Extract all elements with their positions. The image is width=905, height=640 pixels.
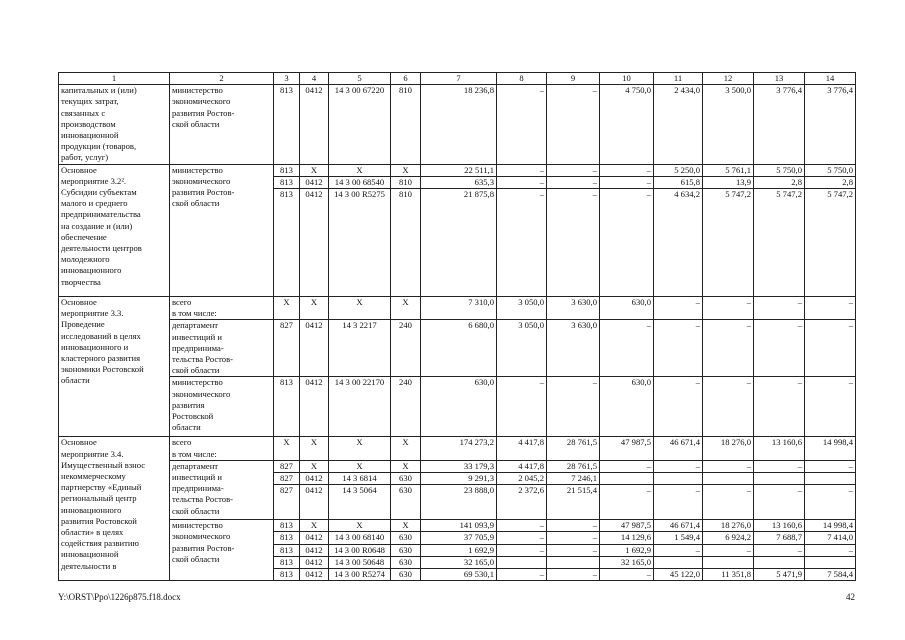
year-2015-cell: 3 630,0: [547, 320, 600, 377]
executor-cell: министерство экономического развития Ростов- ской области: [170, 85, 274, 164]
target-article-cell: 14 3 00 22170: [329, 377, 391, 437]
expense-type-cell: 810: [391, 176, 421, 188]
year-2018-cell: [703, 473, 754, 485]
year-2020-cell: –: [805, 320, 856, 377]
expense-type-cell: X: [391, 460, 421, 472]
year-2018-cell: –: [703, 297, 754, 320]
total-amount-cell: 635,3: [421, 176, 497, 188]
column-number-2: 2: [170, 73, 274, 85]
target-article-cell: 14 3 2217: [329, 320, 391, 377]
ministry-code-cell: 827: [274, 320, 300, 377]
year-2020-cell: –: [805, 485, 856, 520]
year-2017-cell: 4 634,2: [654, 189, 703, 297]
year-2018-cell: 3 500,0: [703, 85, 754, 164]
total-amount-cell: 6 680,0: [421, 320, 497, 377]
year-2019-cell: 5 747,2: [754, 189, 805, 297]
year-2019-cell: 13 160,6: [754, 520, 805, 532]
year-2016-cell: 47 987,5: [600, 520, 654, 532]
executor-cell: департамент инвестиций и предпринима- тельства Ростов- ской области: [170, 460, 274, 519]
ministry-code-cell: X: [274, 437, 300, 460]
year-2015-cell: –: [547, 520, 600, 532]
ministry-code-cell: 813: [274, 176, 300, 188]
year-2017-cell: –: [654, 377, 703, 437]
year-2016-cell: 4 750,0: [600, 85, 654, 164]
column-number-10: 10: [600, 73, 654, 85]
year-2015-cell: 28 761,5: [547, 460, 600, 472]
year-2016-cell: 32 165,0: [600, 556, 654, 568]
column-number-1: 1: [59, 73, 170, 85]
year-2019-cell: –: [754, 460, 805, 472]
year-2015-cell: 21 515,4: [547, 485, 600, 520]
year-2016-cell: –: [600, 485, 654, 520]
section-code-cell: 0412: [300, 532, 329, 544]
expense-type-cell: 240: [391, 320, 421, 377]
year-2014-cell: –: [497, 85, 547, 164]
year-2014-cell: –: [497, 544, 547, 556]
year-2020-cell: –: [805, 297, 856, 320]
year-2019-cell: 3 776,4: [754, 85, 805, 164]
page-footer: [58, 591, 855, 603]
total-amount-cell: 141 093,9: [421, 520, 497, 532]
target-article-cell: 14 3 00 R0648: [329, 544, 391, 556]
column-number-13: 13: [754, 73, 805, 85]
year-2019-cell: 5 471,9: [754, 569, 805, 581]
year-2014-cell: 2 045,2: [497, 473, 547, 485]
column-number-14: 14: [805, 73, 856, 85]
year-2019-cell: –: [754, 544, 805, 556]
section-code-cell: 0412: [300, 189, 329, 297]
year-2015-cell: –: [547, 532, 600, 544]
year-2017-cell: –: [654, 544, 703, 556]
target-article-cell: 14 3 5064: [329, 485, 391, 520]
year-2018-cell: –: [703, 460, 754, 472]
expense-type-cell: 810: [391, 85, 421, 164]
section-code-cell: 0412: [300, 377, 329, 437]
section-code-cell: 0412: [300, 569, 329, 581]
expense-type-cell: 630: [391, 532, 421, 544]
column-number-4: 4: [300, 73, 329, 85]
year-2017-cell: 46 671,4: [654, 520, 703, 532]
section-code-cell: X: [300, 460, 329, 472]
target-article-cell: X: [329, 164, 391, 176]
column-number-3: 3: [274, 73, 300, 85]
year-2014-cell: 4 417,8: [497, 460, 547, 472]
total-amount-cell: 174 273,2: [421, 437, 497, 460]
year-2017-cell: –: [654, 460, 703, 472]
year-2017-cell: 2 434,0: [654, 85, 703, 164]
year-2020-cell: –: [805, 544, 856, 556]
year-2017-cell: 615,8: [654, 176, 703, 188]
year-2015-cell: 28 761,5: [547, 437, 600, 460]
header-row: [59, 73, 856, 85]
expense-type-cell: X: [391, 164, 421, 176]
year-2019-cell: –: [754, 320, 805, 377]
table-row: [59, 85, 856, 164]
year-2020-cell: 5 750,0: [805, 164, 856, 176]
section-code-cell: X: [300, 297, 329, 320]
ministry-code-cell: 813: [274, 189, 300, 297]
expense-type-cell: 630: [391, 544, 421, 556]
page-number: 42: [846, 592, 855, 602]
section-code-cell: 0412: [300, 176, 329, 188]
ministry-code-cell: 813: [274, 544, 300, 556]
year-2014-cell: –: [497, 520, 547, 532]
section-code-cell: 0412: [300, 320, 329, 377]
total-amount-cell: 18 236,8: [421, 85, 497, 164]
measure-name-cell: Основное мероприятие 3.4. Имущественный взнос некоммерческому партнерству «Единый региональный центр инновационного развития Ростовской области» в целях содействия развитию инновационной деятельности в: [59, 437, 170, 581]
column-number-7: 7: [421, 73, 497, 85]
target-article-cell: 14 3 00 67220: [329, 85, 391, 164]
year-2019-cell: 7 688,7: [754, 532, 805, 544]
section-code-cell: X: [300, 164, 329, 176]
executor-cell: департамент инвестиций и предпринима- тельства Ростов- ской области: [170, 320, 274, 377]
year-2017-cell: –: [654, 297, 703, 320]
year-2018-cell: –: [703, 544, 754, 556]
year-2015-cell: –: [547, 164, 600, 176]
year-2020-cell: 5 747,2: [805, 189, 856, 297]
year-2019-cell: 2,8: [754, 176, 805, 188]
ministry-code-cell: 827: [274, 460, 300, 472]
total-amount-cell: 21 875,8: [421, 189, 497, 297]
year-2014-cell: 3 050,0: [497, 297, 547, 320]
total-amount-cell: 22 511,1: [421, 164, 497, 176]
target-article-cell: 14 3 00 50648: [329, 556, 391, 568]
expense-type-cell: 630: [391, 569, 421, 581]
column-number-9: 9: [547, 73, 600, 85]
year-2015-cell: [547, 556, 600, 568]
measure-name-cell: Основное мероприятие 3.3. Проведение исследований в целях инновационного и кластерного развития экономики Ростовской области: [59, 297, 170, 437]
year-2016-cell: –: [600, 164, 654, 176]
target-article-cell: X: [329, 297, 391, 320]
year-2020-cell: 7 584,4: [805, 569, 856, 581]
year-2019-cell: –: [754, 297, 805, 320]
year-2020-cell: [805, 473, 856, 485]
expense-type-cell: 240: [391, 377, 421, 437]
column-number-6: 6: [391, 73, 421, 85]
column-number-8: 8: [497, 73, 547, 85]
year-2016-cell: –: [600, 189, 654, 297]
table-row: [59, 297, 856, 320]
total-amount-cell: 7 310,0: [421, 297, 497, 320]
year-2016-cell: 630,0: [600, 377, 654, 437]
year-2015-cell: –: [547, 544, 600, 556]
executor-cell: всего в том числе:: [170, 437, 274, 460]
section-code-cell: 0412: [300, 473, 329, 485]
expense-type-cell: X: [391, 437, 421, 460]
ministry-code-cell: 813: [274, 532, 300, 544]
budget-table-page: [58, 72, 855, 581]
ministry-code-cell: 813: [274, 520, 300, 532]
table-row: [59, 377, 856, 437]
total-amount-cell: 69 530,1: [421, 569, 497, 581]
year-2016-cell: –: [600, 320, 654, 377]
expense-type-cell: X: [391, 297, 421, 320]
year-2016-cell: 1 692,9: [600, 544, 654, 556]
year-2016-cell: 14 129,6: [600, 532, 654, 544]
year-2020-cell: 2,8: [805, 176, 856, 188]
year-2017-cell: [654, 556, 703, 568]
section-code-cell: 0412: [300, 85, 329, 164]
measure-name-cell: Основное мероприятие 3.2². Субсидии субъектам малого и среднего предпринимательства на создание и (или) обеспечение деятельности центров молодежного инновационного творчества: [59, 164, 170, 296]
year-2015-cell: –: [547, 85, 600, 164]
table-row: [59, 320, 856, 377]
target-article-cell: X: [329, 437, 391, 460]
table-row: [59, 460, 856, 472]
year-2020-cell: 3 776,4: [805, 85, 856, 164]
year-2016-cell: –: [600, 460, 654, 472]
year-2015-cell: –: [547, 176, 600, 188]
column-number-12: 12: [703, 73, 754, 85]
year-2018-cell: –: [703, 320, 754, 377]
budget-table: [58, 72, 856, 581]
total-amount-cell: 37 705,9: [421, 532, 497, 544]
section-code-cell: 0412: [300, 556, 329, 568]
file-path: Y:\ORST\Ppo\1226p875.f18.docx: [58, 592, 181, 602]
year-2014-cell: –: [497, 569, 547, 581]
section-code-cell: 0412: [300, 485, 329, 520]
total-amount-cell: 9 291,3: [421, 473, 497, 485]
year-2018-cell: –: [703, 377, 754, 437]
year-2018-cell: 6 924,2: [703, 532, 754, 544]
executor-cell: министерство экономического развития Ростов- ской области: [170, 520, 274, 581]
expense-type-cell: 630: [391, 473, 421, 485]
column-number-11: 11: [654, 73, 703, 85]
total-amount-cell: 32 165,0: [421, 556, 497, 568]
year-2016-cell: [600, 473, 654, 485]
total-amount-cell: 23 888,0: [421, 485, 497, 520]
year-2020-cell: [805, 556, 856, 568]
year-2018-cell: 5 761,1: [703, 164, 754, 176]
expense-type-cell: 630: [391, 485, 421, 520]
year-2014-cell: 3 050,0: [497, 320, 547, 377]
column-number-5: 5: [329, 73, 391, 85]
year-2020-cell: 14 998,4: [805, 437, 856, 460]
ministry-code-cell: X: [274, 297, 300, 320]
year-2016-cell: 630,0: [600, 297, 654, 320]
section-code-cell: X: [300, 437, 329, 460]
year-2017-cell: 1 549,4: [654, 532, 703, 544]
table-row: [59, 164, 856, 176]
year-2015-cell: 7 246,1: [547, 473, 600, 485]
expense-type-cell: 810: [391, 189, 421, 297]
year-2020-cell: –: [805, 377, 856, 437]
expense-type-cell: 630: [391, 556, 421, 568]
year-2017-cell: [654, 473, 703, 485]
year-2015-cell: 3 630,0: [547, 297, 600, 320]
ministry-code-cell: 813: [274, 377, 300, 437]
year-2017-cell: –: [654, 320, 703, 377]
table-row: [59, 437, 856, 460]
ministry-code-cell: 813: [274, 85, 300, 164]
year-2019-cell: [754, 473, 805, 485]
year-2015-cell: –: [547, 569, 600, 581]
year-2016-cell: –: [600, 176, 654, 188]
year-2017-cell: 46 671,4: [654, 437, 703, 460]
year-2019-cell: –: [754, 485, 805, 520]
year-2014-cell: –: [497, 164, 547, 176]
target-article-cell: 14 3 00 R5275: [329, 189, 391, 297]
year-2018-cell: 18 276,0: [703, 437, 754, 460]
target-article-cell: 14 3 00 R5274: [329, 569, 391, 581]
year-2018-cell: 11 351,8: [703, 569, 754, 581]
section-code-cell: X: [300, 520, 329, 532]
year-2014-cell: –: [497, 377, 547, 437]
year-2016-cell: 47 987,5: [600, 437, 654, 460]
ministry-code-cell: 827: [274, 485, 300, 520]
year-2020-cell: 14 998,4: [805, 520, 856, 532]
section-code-cell: 0412: [300, 544, 329, 556]
year-2014-cell: –: [497, 189, 547, 297]
year-2015-cell: –: [547, 377, 600, 437]
year-2020-cell: 7 414,0: [805, 532, 856, 544]
year-2018-cell: –: [703, 485, 754, 520]
total-amount-cell: 33 179,3: [421, 460, 497, 472]
year-2018-cell: 13,9: [703, 176, 754, 188]
year-2017-cell: –: [654, 485, 703, 520]
target-article-cell: X: [329, 460, 391, 472]
year-2014-cell: [497, 556, 547, 568]
year-2014-cell: –: [497, 176, 547, 188]
year-2019-cell: 13 160,6: [754, 437, 805, 460]
expense-type-cell: X: [391, 520, 421, 532]
year-2014-cell: –: [497, 532, 547, 544]
executor-cell: министерство экономического развития Ростов- ской области: [170, 164, 274, 296]
year-2017-cell: 5 250,0: [654, 164, 703, 176]
target-article-cell: 14 3 00 68140: [329, 532, 391, 544]
ministry-code-cell: 813: [274, 556, 300, 568]
year-2017-cell: 45 122,0: [654, 569, 703, 581]
year-2014-cell: 2 372,6: [497, 485, 547, 520]
year-2018-cell: [703, 556, 754, 568]
target-article-cell: 14 3 00 68540: [329, 176, 391, 188]
year-2016-cell: –: [600, 569, 654, 581]
measure-name-cell: капитальных и (или) текущих затрат, связанных с производством инновационной продукции (товаров, работ, услуг): [59, 85, 170, 164]
total-amount-cell: 630,0: [421, 377, 497, 437]
ministry-code-cell: 813: [274, 569, 300, 581]
table-row: [59, 520, 856, 532]
ministry-code-cell: 827: [274, 473, 300, 485]
executor-cell: всего в том числе:: [170, 297, 274, 320]
year-2020-cell: –: [805, 460, 856, 472]
target-article-cell: X: [329, 520, 391, 532]
year-2018-cell: 18 276,0: [703, 520, 754, 532]
target-article-cell: 14 3 6814: [329, 473, 391, 485]
total-amount-cell: 1 692,9: [421, 544, 497, 556]
year-2015-cell: –: [547, 189, 600, 297]
year-2019-cell: –: [754, 377, 805, 437]
year-2018-cell: 5 747,2: [703, 189, 754, 297]
year-2014-cell: 4 417,8: [497, 437, 547, 460]
year-2019-cell: [754, 556, 805, 568]
year-2019-cell: 5 750,0: [754, 164, 805, 176]
executor-cell: министерство экономического развития Ростовской области: [170, 377, 274, 437]
ministry-code-cell: 813: [274, 164, 300, 176]
